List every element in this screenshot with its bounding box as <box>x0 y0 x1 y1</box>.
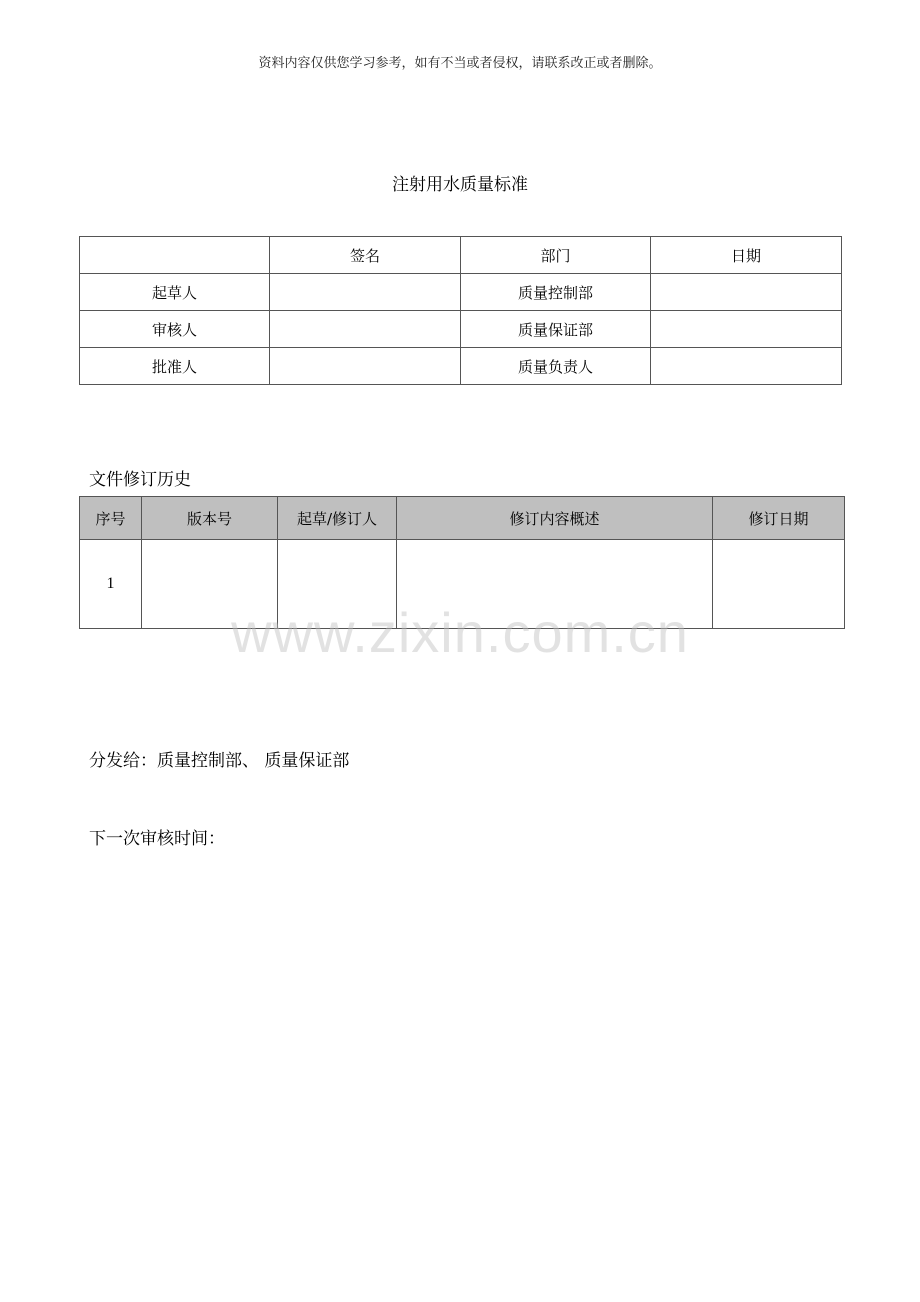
approval-header-blank <box>80 237 270 274</box>
header-notice: 资料内容仅供您学习参考，如有不当或者侵权，请联系改正或者删除。 <box>258 56 662 71</box>
approval-row <box>80 274 842 311</box>
revision-header-date: 修订日期 <box>713 497 845 540</box>
approval-role: 审核人 <box>80 311 270 348</box>
approval-row <box>80 311 842 348</box>
revision-header-author: 起草/修订人 <box>278 497 397 540</box>
approval-department: 质量控制部 <box>461 274 651 311</box>
approval-signature <box>270 311 461 348</box>
watermark: www.zixin.com.cn <box>231 601 689 664</box>
approval-role: 起草人 <box>80 274 270 311</box>
approval-header-row <box>80 237 842 274</box>
approval-signature <box>270 348 461 385</box>
approval-role: 批准人 <box>80 348 270 385</box>
approval-header-date: 日期 <box>651 237 842 274</box>
revision-header-no: 序号 <box>80 497 142 540</box>
approval-date <box>651 274 842 311</box>
revision-header-version: 版本号 <box>142 497 278 540</box>
revision-no: 1 <box>80 540 142 629</box>
approval-date <box>651 311 842 348</box>
approval-header-department: 部门 <box>461 237 651 274</box>
next-review-line: 下一次审核时间： <box>89 829 225 849</box>
approval-table <box>79 236 842 385</box>
approval-row <box>80 348 842 385</box>
document-title: 注射用水质量标准 <box>392 175 528 195</box>
approval-header-signature: 签名 <box>270 237 461 274</box>
approval-date <box>651 348 842 385</box>
approval-department: 质量保证部 <box>461 311 651 348</box>
revision-header-summary: 修订内容概述 <box>397 497 713 540</box>
approval-department: 质量负责人 <box>461 348 651 385</box>
revision-history-heading: 文件修订历史 <box>89 470 191 490</box>
distribution-line: 分发给：质量控制部、 质量保证部 <box>89 751 350 771</box>
approval-signature <box>270 274 461 311</box>
revision-header-row <box>80 497 845 540</box>
